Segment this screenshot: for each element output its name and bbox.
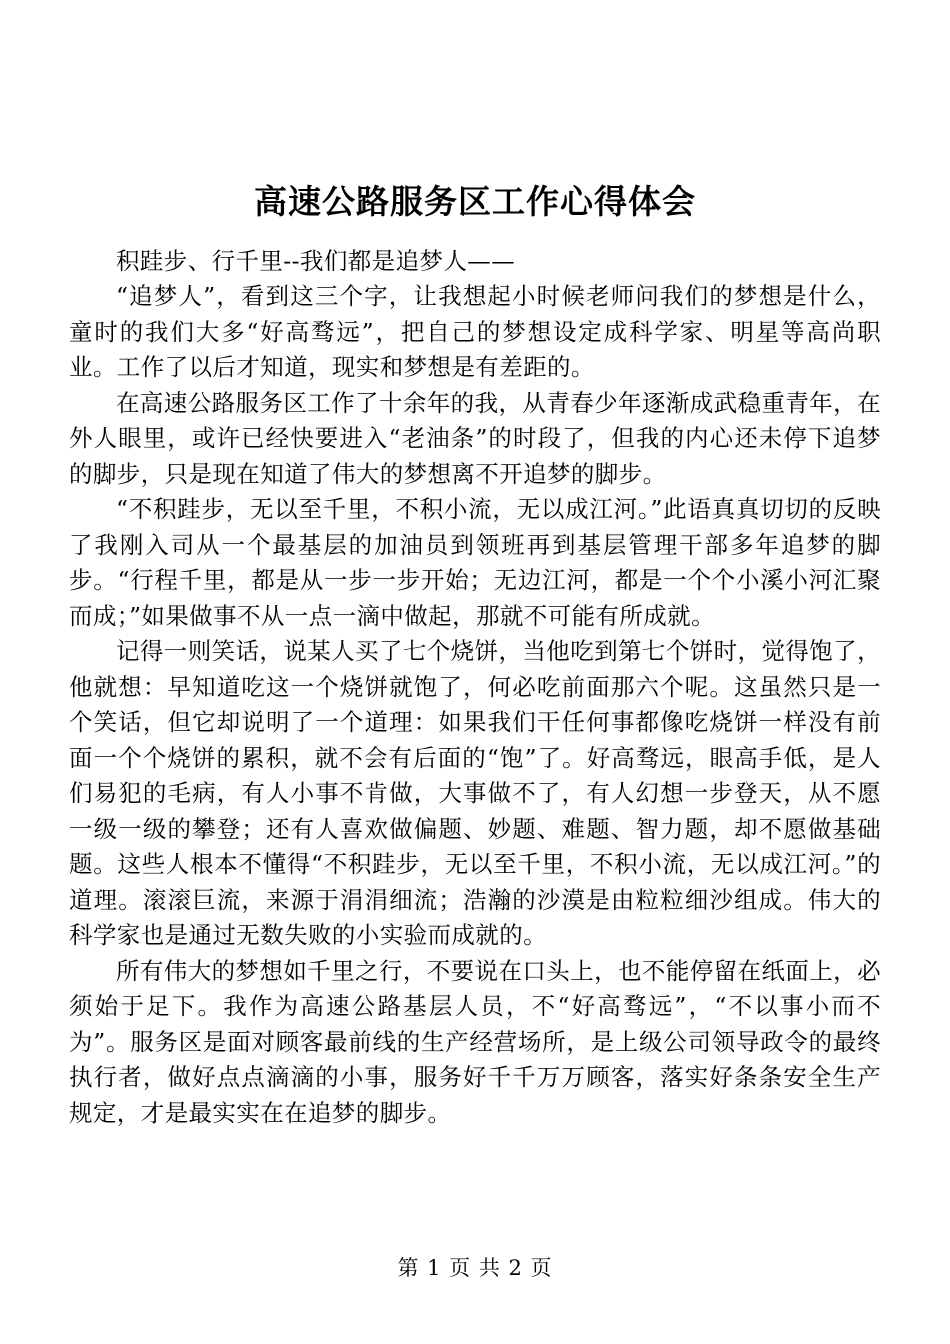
paragraph-1: 积跬步、行千里--我们都是追梦人—— xyxy=(116,246,516,275)
paragraph-5: 记得一则笑话，说某人买了七个烧饼，当他吃到第七个饼时，觉得饱了，他就想：早知道吃这一个烧饼就饱了，何必吃前面那六个呢。这虽然只是一个笑话，但它却说明了一个道理：如果我们干任何事都像吃烧饼一样没有前面一个个烧饼的累积，就不会有后面的“饱”了。好高骛远，眼高手低，是人们易犯的毛病，有人小事不肯做，大事做不了，有人幻想一步登天，从不愿一级一级的攀登；还有人喜欢做偏题、妙题、难题、智力题，却不愿做基础题。这些人根本不懂得“不积跬步，无以至千里，不积小流，无以成江河。”的道理。滚滚巨流，来源于涓涓细流；浩瀚的沙漠是由粒粒细沙组成。伟大的科学家也是通过无数失败的小实验而成就的。 xyxy=(69,637,881,950)
page-footer: 第 1 页 共 2 页 xyxy=(397,1256,553,1280)
paragraph-3: 在高速公路服务区工作了十余年的我，从青春少年逐渐成武稳重青年，在外人眼里，或许已经快要进入“老油条”的时段了，但我的内心还未停下追梦的脚步，只是现在知道了伟大的梦想离不开追梦的脚步。 xyxy=(69,388,881,488)
paragraph-6: 所有伟大的梦想如千里之行，不要说在口头上，也不能停留在纸面上，必须始于足下。我作为高速公路基层人员，不“好高骛远”，“不以事小而不为”。服务区是面对顾客最前线的生产经营场所，是上级公司领导政令的最终执行者，做好点点滴滴的小事，服务好千千万万顾客，落实好条条安全生产规定，才是最实实在在追梦的脚步。 xyxy=(69,956,881,1127)
page-title: 高速公路服务区工作心得体会 xyxy=(254,182,696,221)
document-body xyxy=(69,222,881,1132)
paragraph-2: “追梦人”，看到这三个字，让我想起小时候老师问我们的梦想是什么，童时的我们大多“好高骛远”，把自己的梦想设定成科学家、明星等高尚职业。工作了以后才知道，现实和梦想是有差距的。 xyxy=(69,282,881,382)
paragraph-4: “不积跬步，无以至千里，不积小流，无以成江河。”此语真真切切的反映了我刚入司从一个最基层的加油员到领班再到基层管理干部多年追梦的脚步。“行程千里，都是从一步一步开始；无边江河，都是一个个小溪小河汇聚而成；”如果做事不从一点一滴中做起，那就不可能有所成就。 xyxy=(69,495,881,630)
